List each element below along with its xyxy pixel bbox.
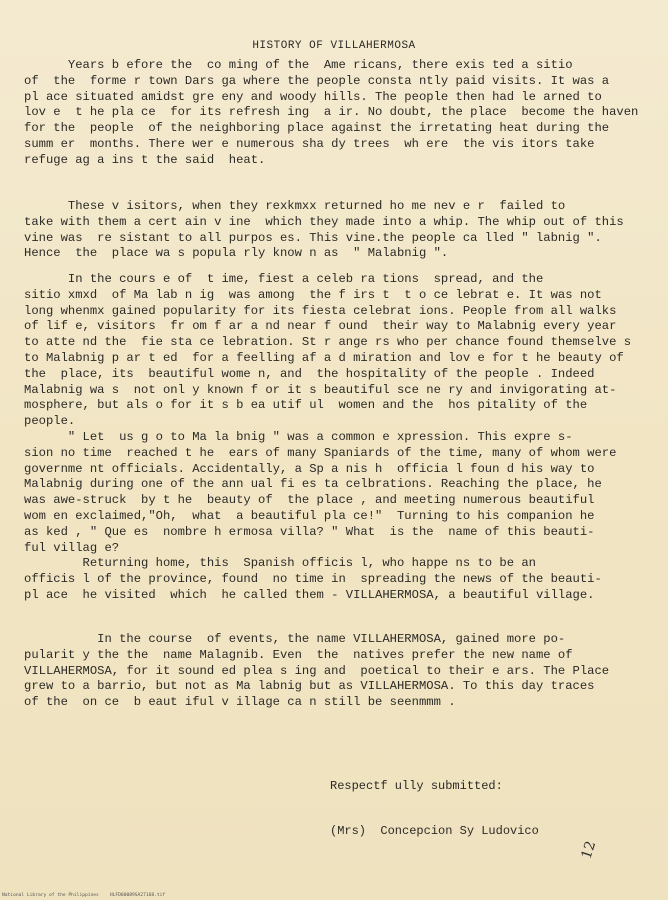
paragraph-4: " Let us g o to Ma la bnig " was a common e xpression. This expre s- sion no time reached t he ears of many Spaniards of the time, many of whom were governme nt officials. Accidentally, a Sp a nis h officia l foun d his way to Malabnig during one of the ann ual fi es ta celbrations. Reaching the place, he was awe-struck by t he beauty of the place , and meeting numerous beautiful wom en exclaimed,"Oh, what a beautiful pla ce!" Turning to his companion he as ked , " Que es nombre h ermosa villa? " What is the name of this beauti- ful villag e? (24, 430, 617, 555)
document-title: HISTORY OF VILLAHERMOSA (252, 40, 416, 52)
paragraph-3: In the cours e of t ime, fiest a celeb ra tions spread, and the sitio xmxd of Ma lab n ig was among the f irs t t o ce lebrat e. It was not long whenmx gained popularity for its fiesta celebrat ions. People from all walks of lif e, visitors fr om f ar a nd near f ound their way to Malabnig every year to atte nd the fie sta ce lebration. St r ange rs who per chance found themselve s to Malabnig p ar t ed for a feelling af a d miration and lov e for t he beauty of the place, its beautiful wome n, and the hospitality of the people . Indeed Malabnig wa s not onl y known f or it s beautiful sce ne ry and invigorating at- mosphere, but als o for it s b ea utif ul women and the hos pitality of the people. (24, 272, 632, 429)
paragraph-5: Returning home, this Spanish officis l, who happe ns to be an officis l of the province, found no time in spreading the news of the beauti- pl ace he visited which he called them - VILLAHERMOSA, a beautiful village. (24, 556, 602, 602)
paragraph-6: In the course of events, the name VILLAHERMOSA, gained more po- pularit y the the name Malagnib. Even the natives prefer the new name of VILLAHERMOSA, for it sound ed plea s ing and poetical to their e ars. The Place grew to a barrio, but not as Ma labnig but as VILLAHERMOSA. To this day traces of the on ce b eaut iful v illage ca n still be seenmmm . (24, 632, 610, 710)
archive-footer: National Library of the Philippines HLFD00089SA27168.tif (2, 893, 166, 898)
paragraph-1: Years b efore the co ming of the Ame ricans, there exis ted a sitio of the forme r town Dars ga where the people consta ntly paid visits. It was a pl ace situated amidst gre eny and woody hills. The people then had le arned to lov e t he pla ce for its refresh ing a ir. No doubt, the place become the haven for the people of the neighboring place against the irretating heat during the summ er months. There wer e numerous sha dy trees wh ere the vis itors take refuge ag a ins t the said heat. (24, 58, 639, 167)
closing-line: Respectf ully submitted: (330, 779, 503, 793)
handwritten-page-note: 12 (578, 839, 600, 861)
signature: (Mrs) Concepcion Sy Ludovico (330, 824, 539, 838)
paragraph-2: These v isitors, when they rexkmxx returned ho me nev e r failed to take with them a cert ain v ine which they made into a whip. The whip out of this vine was re sistant to all purpos es. This vine.the people ca lled " labnig ". Hence the place wa s popula rly know n as " Malabnig ". (24, 199, 624, 261)
